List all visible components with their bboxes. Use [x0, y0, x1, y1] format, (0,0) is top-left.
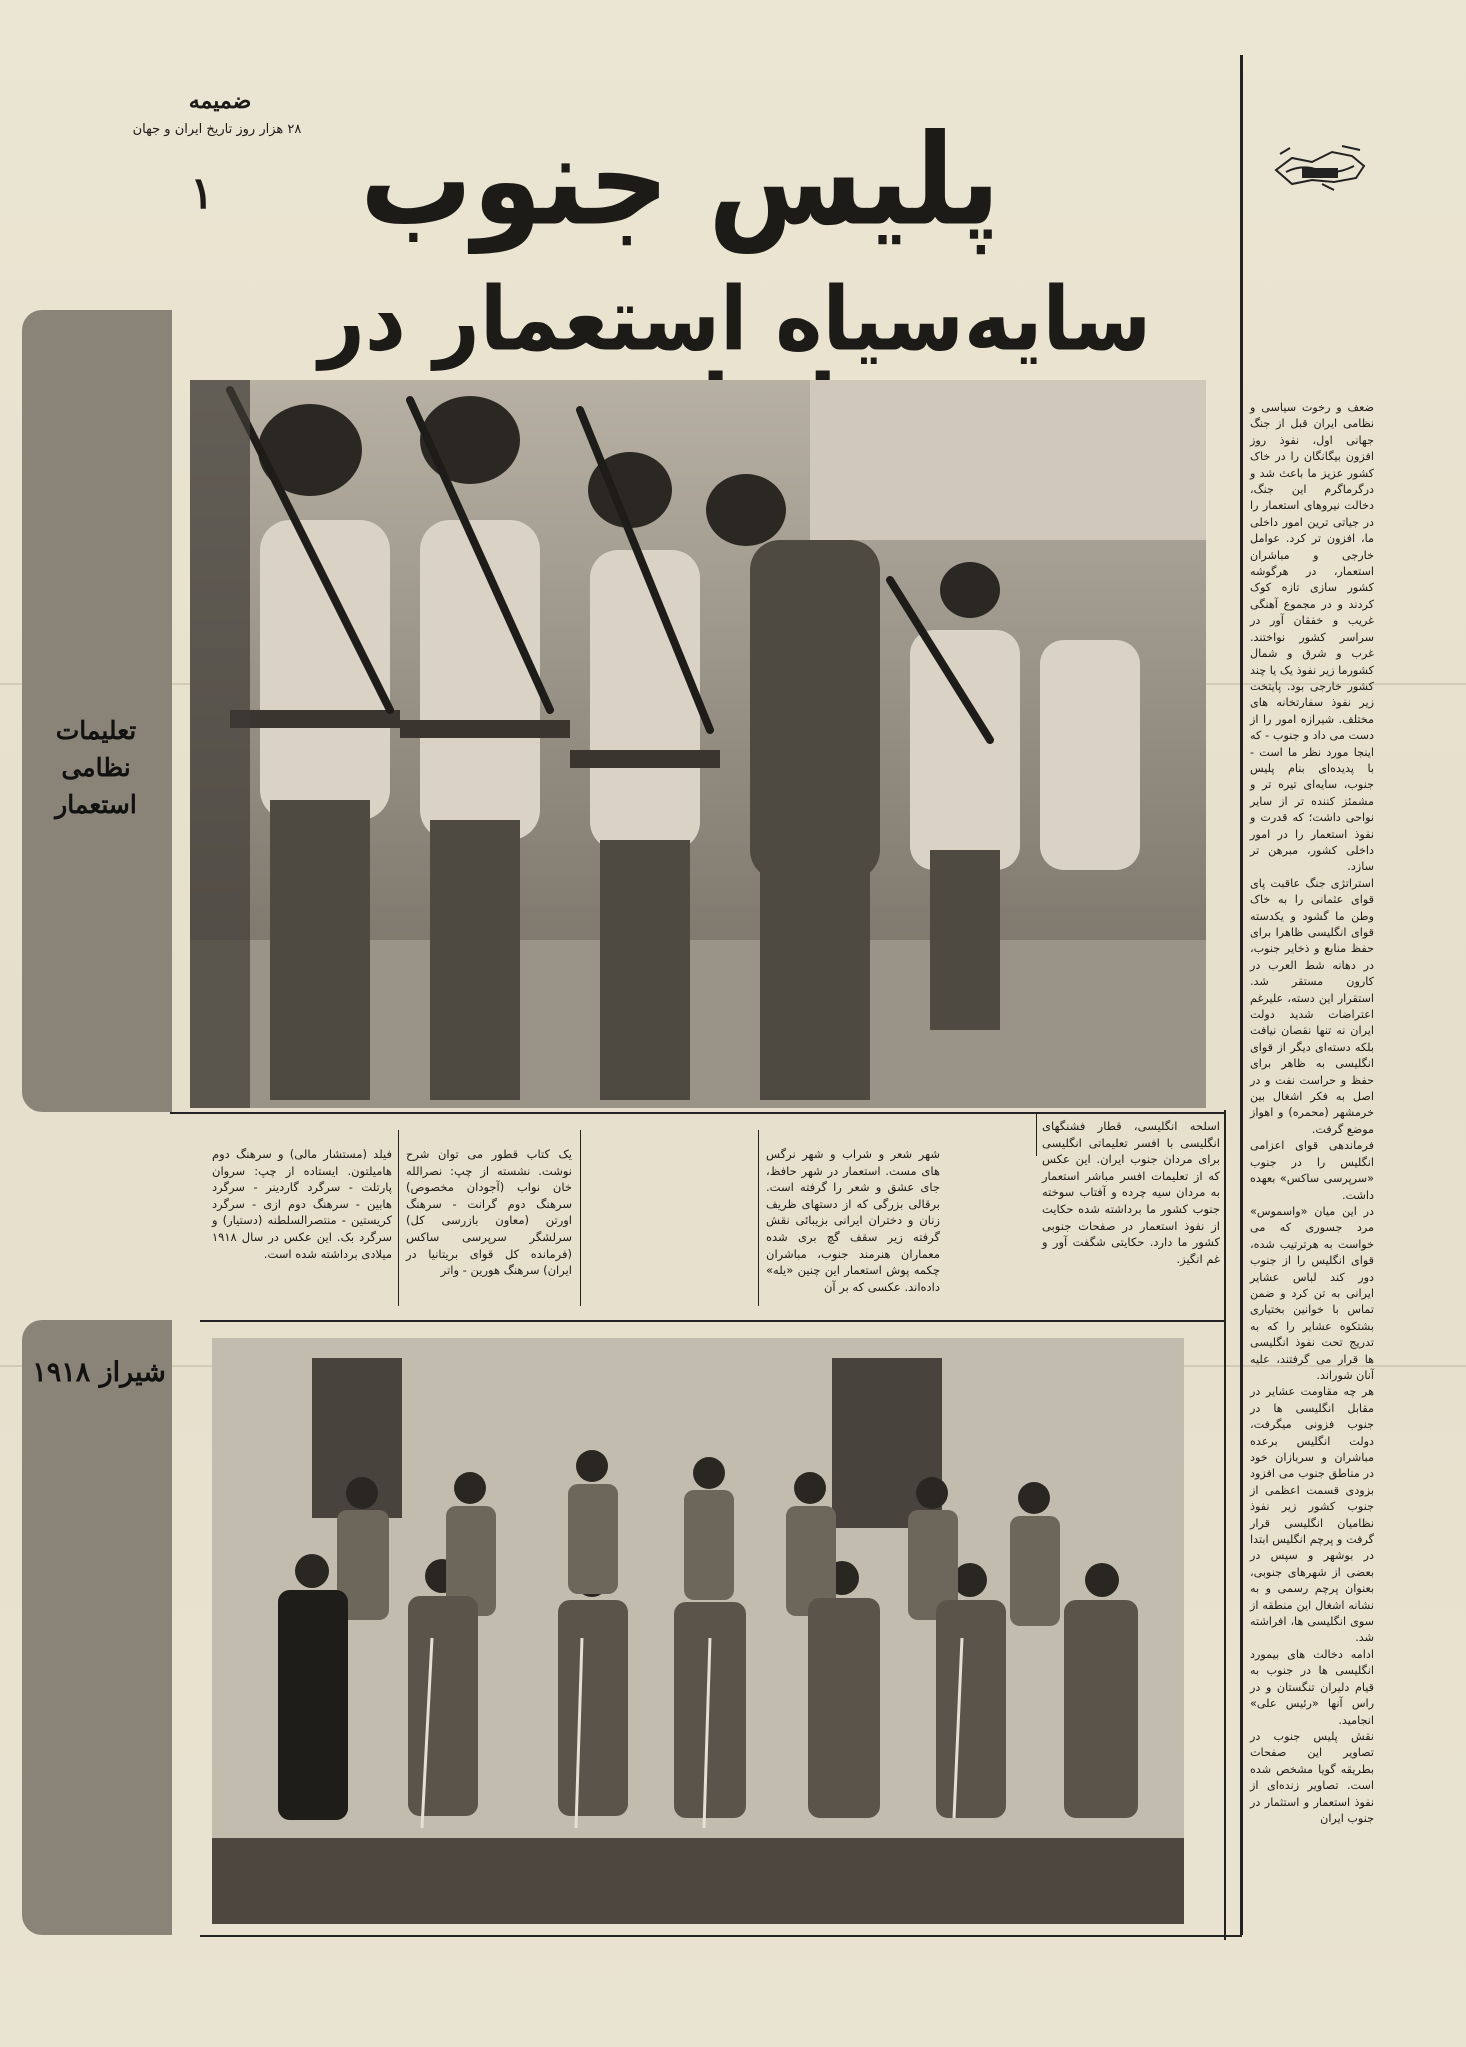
- caption-shiraz-3: فیلد (مستشار مالی) و سرهنگ دوم هامیلتون. ایستاده از چپ: سروان پارتلت - سرگرد گاردینر - سرگرد هابین - سرهنگ دوم ازی - سرگرد کریستین - منتصرالسلطنه (دستیار) و سرگرد بک. این عکس در سال ۱۹۱۸ میلادی برداشته شده است.: [212, 1147, 392, 1261]
- article-paragraph: ضعف و رخوت سیاسی و نظامی ایران قبل از جنگ جهانی اول، نفوذ روز افزون بیگانگان را در خاک کشور عزیز ما باعث شد و درگرماگرم این جنگ، دخالت نیروهای استعمار را در جیاتی ترین امور داخلی ما، افزون تر کرد. عوامل خارجی و مباشران استعمار، در هرگوشه کشور سازی تازه کوک کردند و در مجموع آهنگی غریب و خفقان آور در سراسر کشور نواختند. غرب و شرق و شمال کشورما زیر نفوذ یک یا چند کشور خارجی بود. پایتخت زیر نفوذ سفارتخانه های مختلف. شیرازه امور را از دست می داد و جنوب - که اینجا مورد نظر ما است - با پدیده‌ای بنام پلیس جنوب، سایه‌ای تیره تر و مشمئز کننده تر از سایر نواحی داشت؛ که قدرت و نفوذ استعمار را در امور داخلی کشور، مبرهن تر سازد.: [1250, 401, 1374, 874]
- caption-divider: [398, 1130, 399, 1306]
- article-paragraph: هر چه مقاومت عشایر در مقابل انگلیسی ها در جنوب فزونی میگرفت، دولت انگلیس برعده مباشران و سربازان خود در مناطق جنوب می افزود بزودی قسمت اعظمی از جنوب کشور زیر نفوذ نظامیان انگلیسی قرار گرفت و پرچم انگلیس ابتدا در بوشهر و سپس در بعضی از شهرهای جنوبی، بعنوان پرچم رسمی و به نشانه اشغال این منطقه از سوی انگلیسی ها، افراشته شد.: [1250, 1385, 1374, 1645]
- headline-sub: سایه‌سیاه استعمار در: [318, 268, 1152, 371]
- side-label-training: تعلیمات نظامی استعمار: [55, 716, 137, 819]
- column-rule: [1240, 55, 1243, 1935]
- side-label-shiraz: شیراز ۱۹۱۸: [32, 1357, 166, 1388]
- training-photo-icon: [190, 380, 1206, 1108]
- training-photo: [190, 380, 1206, 1108]
- caption-rule: [200, 1320, 1226, 1322]
- side-panel-top: [22, 310, 172, 1112]
- officers-photo: [212, 1338, 1184, 1924]
- article-body: [1250, 400, 1374, 1827]
- caption-divider: [580, 1130, 581, 1306]
- newspaper-logo-icon: [1272, 140, 1368, 192]
- caption-divider: [758, 1130, 759, 1306]
- caption-divider: [1036, 1112, 1037, 1156]
- article-paragraph: ادامه دخالت های بیمورد انگلیسی ها در جنوب به قیام دلیران تنگستان و در راس آنها «رئیس علی» انجامید.: [1250, 1647, 1374, 1727]
- article-paragraph: استراتژی جنگ عاقبت پای قوای عثمانی را به خاک وطن ما گشود و یکدسته قوای انگلیسی ظاهرا برای حفظ منابع و ذخایر جنوب، در دهانه شط العرب در کارون مستقر شد. استقرار این دسته، علیرغم اعتراضات شدید دولت ایران نه تنها نقصان نیافت بلکه دسته‌ای دیگر از قوای انگلیسی به ظاهر برای حفظ و حراست نفت و در اصل به فکر اشغال بین خرمشهر (محمره) و اهواز موضع گرفت.: [1250, 876, 1374, 1136]
- caption-rule: [170, 1112, 1226, 1114]
- column-rule: [1224, 1110, 1226, 1940]
- headline-main: پلیس جنوب: [359, 107, 1000, 254]
- page-number: ۱: [190, 168, 214, 219]
- article-paragraph: در این میان «واسموس» مرد جسوری که می خواست به هرترتیب شده، قوای انگلیس را از جنوب دور کند لباس عشایر ایرانی به تن کرد و ضمن تماس با خوانین بختیاری بشتکوه عشایر را که به تدریج تحت نفوذ انگلیسی ها قرار می گرفتند، علیه آنان شوراند.: [1250, 1204, 1374, 1382]
- caption-training: اسلحه انگلیسی، قطار فشنگهای انگلیسی با افسر تعلیماتی انگلیسی برای مردان جنوب ایران. این عکس که از تعلیمات افسر مباشر استعمار به مردان سیه چرده و آفتاب سوخته جنوب کشور ما برداشته شده حکایت از نفوذ استعمار در صفحات جنوبی کشور ما دارد. حکایتی شگفت آور و غم انگیز.: [1042, 1119, 1220, 1266]
- bottom-rule: [200, 1935, 1242, 1937]
- supplement-label: ضمیمه: [188, 88, 252, 114]
- supplement-subtitle: ۲۸ هزار روز تاریخ ایران و جهان: [132, 122, 302, 137]
- officers-group-photo-icon: [212, 1338, 1184, 1924]
- caption-shiraz-1: شهر شعر و شراب و شهر نرگس های مست. استعمار در شهر حافظ، جای عشق و شعر را گرفته است. برقالی بزرگی که از دستهای ظریف زنان و دختران ایرانی بزیبائی نقش گرفته زیر سقف گچ بری شده معماران هنرمند جنوب، مباشران چکمه پوش استعمار این چنین «یله» داده‌اند. عکسی که بر آن: [766, 1147, 940, 1294]
- article-paragraph: فرماندهی قوای اعزامی انگلیس را در جنوب «سرپرسی ساکس» بعهده داشت.: [1250, 1139, 1374, 1202]
- side-panel-bottom: [22, 1320, 172, 1935]
- article-paragraph: نقش پلیس جنوب در تصاویر این صفحات بطریقه گویا مشخص شده است. تصاویر زنده‌ای از نفوذ استعمار و استثمار در جنوب ایران: [1250, 1729, 1374, 1825]
- caption-shiraz-2: یک کتاب قطور می توان شرح نوشت. نشسته از چپ: نصرالله خان نواب (آجودان مخصوص) سرهنگ دوم گرانت - سرهنگ اورتن (معاون بازرسی کل) سرلشگر سرپرسی ساکس (فرمانده کل قوای بریتانیا در ایران) سرهنگ هورین - واتر: [406, 1147, 572, 1278]
